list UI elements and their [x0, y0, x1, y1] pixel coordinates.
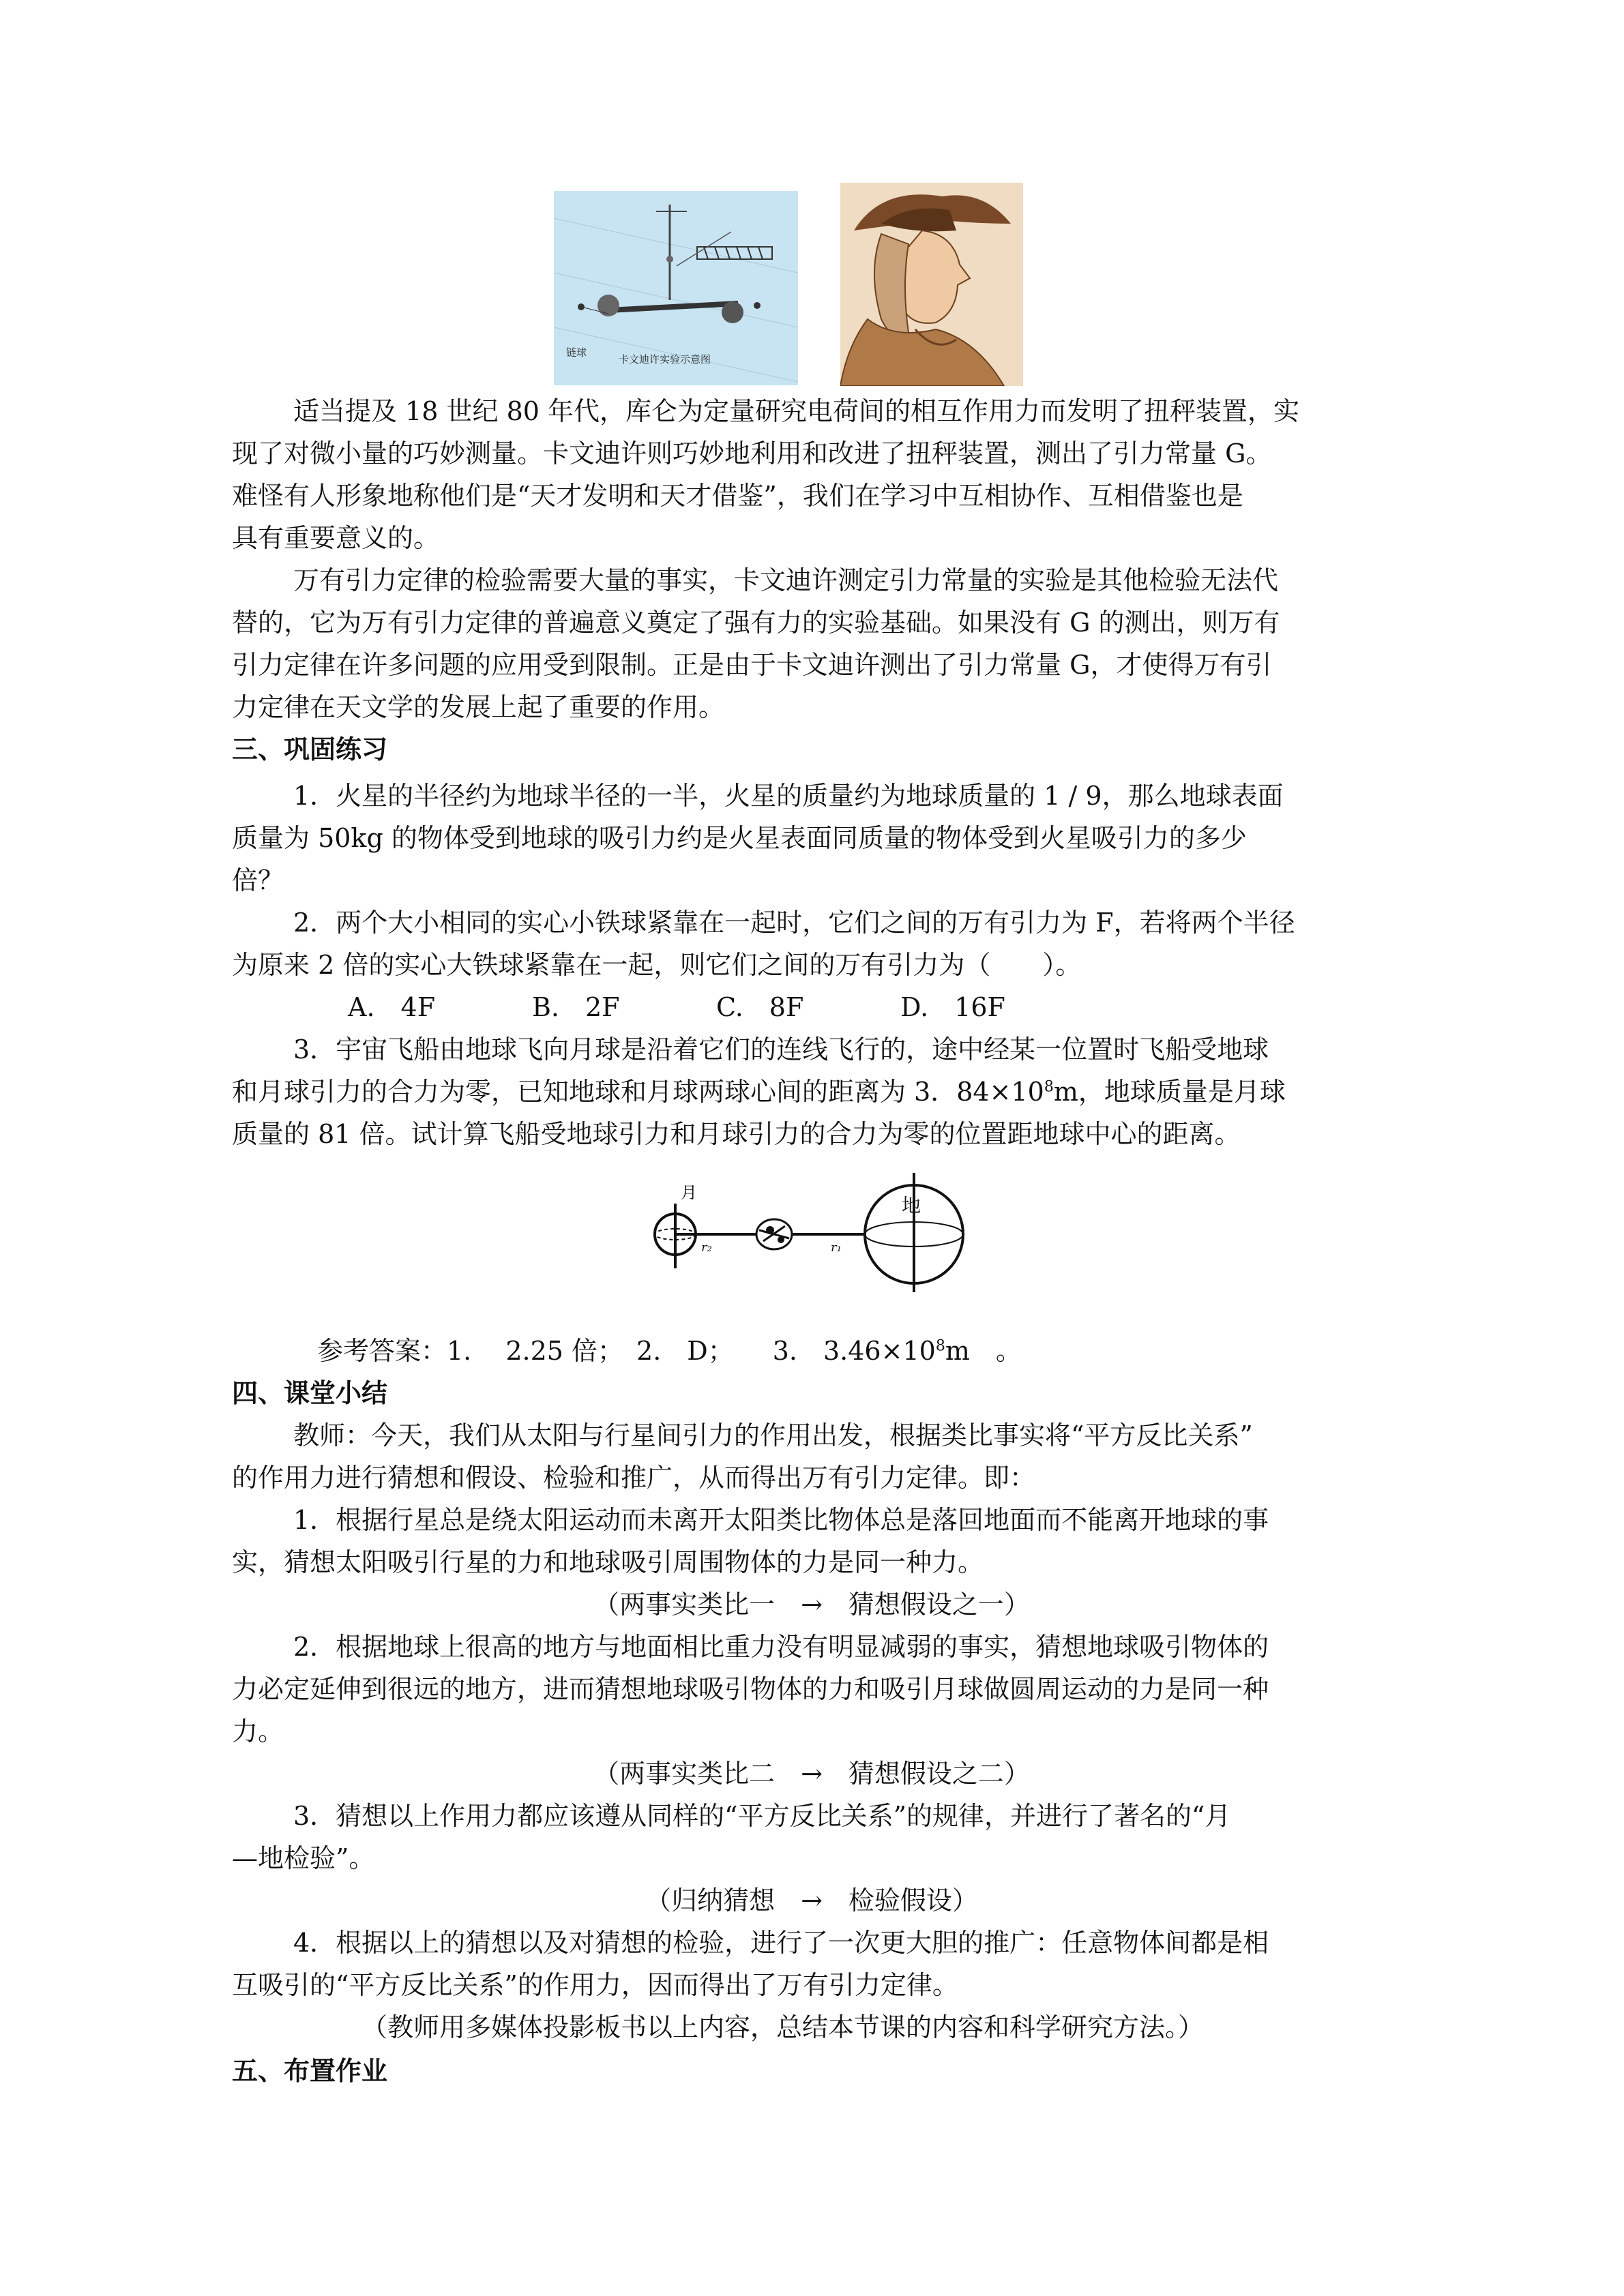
option-b: B. 2F	[532, 992, 620, 1022]
question-line: 2．两个大小相同的实心小铁球紧靠在一起时，它们之间的万有引力为 F，若将两个半径	[293, 908, 1295, 938]
summary-line: 力。	[232, 1716, 284, 1746]
section-heading: 三、巩固练习	[232, 734, 388, 764]
option-a: A. 4F	[348, 992, 436, 1022]
cavendish-label: 链球	[566, 346, 587, 359]
summary-note: （教师用多媒体投影板书以上内容，总结本节课的内容和科学研究方法。）	[361, 2012, 1205, 2042]
summary-line: 4．根据以上的猜想以及对猜想的检验，进行了一次更大胆的推广：任意物体间都是相	[293, 1928, 1269, 1958]
question-line: 3．宇宙飞船由地球飞向月球是沿着它们的连线飞行的，途中经某一位置时飞船受地球	[293, 1034, 1269, 1064]
question-line: 质量为 50kg 的物体受到地球的吸引力约是火星表面同质量的物体受到火星吸引力的多少	[232, 823, 1247, 853]
svg-text:r₂: r₂	[701, 1240, 712, 1255]
paragraph-line: 万有引力定律的检验需要大量的事实，卡文迪许测定引力常量的实验是其他检验无法代	[293, 565, 1279, 595]
answer-text: m 。	[945, 1336, 1022, 1366]
svg-text:r₁: r₁	[831, 1240, 842, 1255]
question-line: 1．火星的半径约为地球半径的一半，火星的质量约为地球质量的 1 / 9，那么地球表面	[293, 781, 1284, 811]
summary-line: 3．猜想以上作用力都应该遵从同样的“平方反比关系”的规律，并进行了著名的“月	[293, 1801, 1231, 1831]
question-line: 质量的 81 倍。试计算飞船受地球引力和月球引力的合力为零的位置距地球中心的距离。	[232, 1119, 1241, 1149]
option-c: C. 8F	[716, 992, 804, 1022]
earth-moon-diagram	[634, 1169, 989, 1296]
summary-line: 实，猜想太阳吸引行星的力和地球吸引周围物体的力是同一种力。	[232, 1547, 984, 1577]
summary-note: （归纳猜想 → 检验假设）	[645, 1885, 978, 1915]
summary-line: 力必定延伸到很远的地方，进而猜想地球吸引物体的力和吸引月球做圆周运动的力是同一种	[232, 1674, 1269, 1704]
summary-line: 互吸引的“平方反比关系”的作用力，因而得出了万有引力定律。	[232, 1970, 958, 2000]
paragraph-line: 替的，它为万有引力定律的普遍意义奠定了强有力的实验基础。如果没有 G 的测出，则万有	[232, 608, 1280, 638]
option-d: D. 16F	[900, 992, 1005, 1022]
question-text: m，地球质量是月球	[1053, 1077, 1286, 1107]
cavendish-caption: 卡文迪许实验示意图	[619, 353, 711, 366]
summary-line: 2．根据地球上很高的地方与地面相比重力没有明显减弱的事实，猜想地球吸引物体的	[293, 1632, 1269, 1662]
summary-line: 的作用力进行猜想和假设、检验和推广，从而得出万有引力定律。即：	[232, 1463, 1036, 1493]
paragraph-line: 力定律在天文学的发展上起了重要的作用。	[232, 692, 725, 722]
paragraph-line: 难怪有人形象地称他们是“天才发明和天才借鉴”，我们在学习中互相协作、互相借鉴也是	[232, 481, 1243, 511]
answer-text: 参考答案：1. 2.25 倍； 2. D； 3. 3.46×10	[317, 1336, 936, 1366]
options-row	[348, 986, 1507, 1028]
paragraph-line: 具有重要意义的。	[232, 523, 440, 553]
exponent: 8	[935, 1337, 945, 1355]
earth-label: 地	[902, 1194, 921, 1217]
question-line: 为原来 2 倍的实心大铁球紧靠在一起，则它们之间的万有引力为（ ）。	[232, 950, 1082, 980]
summary-note: （两事实类比一 → 猜想假设之一）	[593, 1590, 1030, 1620]
summary-line: 教师：今天，我们从太阳与行星间引力的作用出发，根据类比事实将“平方反比关系”	[293, 1420, 1253, 1450]
moon-label: 月	[681, 1183, 697, 1202]
question-line: 倍？	[232, 865, 284, 895]
cavendish-diagram	[554, 191, 798, 385]
exponent: 8	[1044, 1078, 1054, 1096]
question-line	[232, 1071, 1391, 1113]
section-heading: 五、布置作业	[232, 2056, 388, 2086]
summary-line: —地检验”。	[232, 1843, 375, 1873]
paragraph-line: 现了对微小量的巧妙测量。卡文迪许则巧妙地利用和改进了扭秤装置，测出了引力常量 G。	[232, 438, 1272, 468]
summary-line: 1．根据行星总是绕太阳运动而未离开太阳类比物体总是落回地面而不能离开地球的事	[293, 1505, 1269, 1535]
cavendish-portrait	[840, 183, 1023, 386]
summary-note: （两事实类比二 → 猜想假设之二）	[593, 1759, 1030, 1789]
question-text: 和月球引力的合力为零，已知地球和月球两球心间的距离为 3．84×10	[232, 1077, 1044, 1107]
paragraph-line: 引力定律在许多问题的应用受到限制。正是由于卡文迪许测出了引力常量 G，才使得万有引	[232, 650, 1272, 680]
section-heading: 四、课堂小结	[232, 1378, 388, 1408]
answer-line	[317, 1330, 1477, 1372]
paragraph-line: 适当提及 18 世纪 80 年代，库仑为定量研究电荷间的相互作用力而发明了扭秤装置，实	[293, 396, 1300, 426]
